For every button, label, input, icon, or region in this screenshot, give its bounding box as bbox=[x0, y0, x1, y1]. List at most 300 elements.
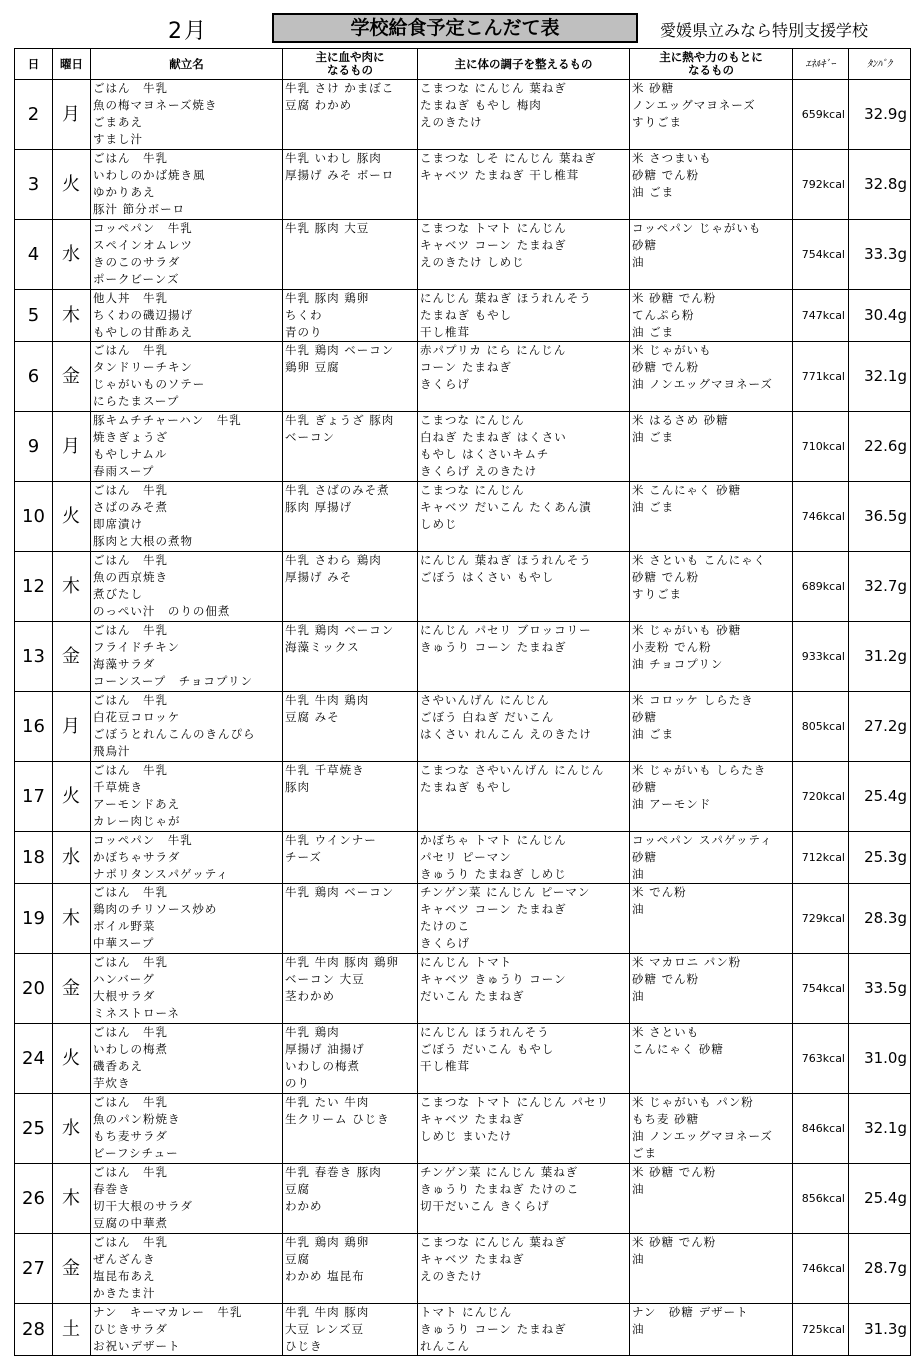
green-food-cell bbox=[418, 832, 630, 884]
cell-line: 豚キムチチャーハン 牛乳 bbox=[93, 413, 242, 427]
cell-line: ちくわの磯辺揚げ bbox=[93, 308, 193, 322]
cell-line: 油 bbox=[632, 1182, 645, 1196]
cell-line: じゃがいものソテー bbox=[93, 377, 206, 391]
menu-cell bbox=[91, 1234, 283, 1304]
green-food-cell bbox=[418, 1024, 630, 1094]
cell-line: 白ねぎ たまねぎ はくさい bbox=[420, 430, 567, 444]
day-cell: 19 bbox=[15, 884, 53, 954]
protein-cell: 25.4g bbox=[849, 762, 911, 832]
energy-cell: 805kcal bbox=[793, 692, 849, 762]
cell-line: 大豆 レンズ豆 bbox=[285, 1322, 365, 1336]
cell-line: 牛乳 鶏肉 ベーコン bbox=[285, 623, 395, 637]
cell-line: 米 はるさめ 砂糖 bbox=[632, 413, 729, 427]
cell-line: 油 ごま bbox=[632, 325, 675, 339]
cell-line: 白花豆コロッケ bbox=[93, 710, 181, 724]
day-cell: 20 bbox=[15, 954, 53, 1024]
menu-row bbox=[15, 220, 911, 290]
weekday-cell: 木 bbox=[53, 1164, 91, 1234]
cell-line: 牛乳 ぎょうざ 豚肉 bbox=[285, 413, 395, 427]
yellow-food-cell bbox=[630, 1164, 793, 1234]
cell-line: 切干大根のサラダ bbox=[93, 1199, 193, 1213]
menu-row bbox=[15, 80, 911, 150]
cell-line: こまつな にんじん 葉ねぎ bbox=[420, 1235, 567, 1249]
cell-line: ごぼうとれんこんのきんぴら bbox=[93, 727, 256, 741]
school-name: 愛媛県立みなら特別支援学校 bbox=[660, 21, 869, 40]
cell-line: お祝いデザート bbox=[93, 1339, 181, 1353]
weekday-cell: 木 bbox=[53, 884, 91, 954]
menu-row bbox=[15, 692, 911, 762]
energy-cell: 725kcal bbox=[793, 1304, 849, 1356]
cell-line: ごぼう はくさい もやし bbox=[420, 570, 555, 584]
cell-line: ごはん 牛乳 bbox=[93, 81, 168, 95]
col-menu: 献立名 bbox=[91, 49, 283, 80]
col-yellow-line2: なるもの bbox=[688, 63, 734, 77]
cell-line: チンゲン菜 にんじん 葉ねぎ bbox=[420, 1165, 579, 1179]
cell-line: しめじ bbox=[420, 517, 458, 531]
cell-line: いわしのかば焼き風 bbox=[93, 168, 206, 182]
red-food-cell bbox=[283, 954, 418, 1024]
cell-line: 牛乳 豚肉 大豆 bbox=[285, 221, 370, 235]
green-food-cell bbox=[418, 290, 630, 342]
cell-line: 油 ノンエッグマヨネーズ bbox=[632, 377, 773, 391]
cell-line: ハンバーグ bbox=[93, 972, 155, 986]
green-food-cell bbox=[418, 150, 630, 220]
cell-line: 魚の梅マヨネーズ焼き bbox=[93, 98, 218, 112]
cell-line: 米 じゃがいも しらたき bbox=[632, 763, 767, 777]
cell-line: 油 bbox=[632, 902, 645, 916]
cell-line: ちくわ bbox=[285, 308, 323, 322]
cell-line: ゆかりあえ bbox=[93, 185, 156, 199]
cell-line: コッペパン 牛乳 bbox=[93, 221, 193, 235]
cell-line: 油 bbox=[632, 255, 645, 269]
green-food-cell bbox=[418, 80, 630, 150]
cell-line: 米 砂糖 でん粉 bbox=[632, 291, 717, 305]
cell-line: こまつな トマト にんじん bbox=[420, 221, 567, 235]
cell-line: こまつな しそ にんじん 葉ねぎ bbox=[420, 151, 597, 165]
cell-line: ひじき bbox=[285, 1339, 323, 1353]
menu-row bbox=[15, 290, 911, 342]
cell-line: 海藻ミックス bbox=[285, 640, 360, 654]
cell-line: 豚肉と大根の煮物 bbox=[93, 534, 193, 548]
col-yellow-line1: 主に熱や力のもとに bbox=[659, 50, 763, 64]
cell-line: えのきたけ しめじ bbox=[420, 255, 525, 269]
cell-line: 切干だいこん きくらげ bbox=[420, 1199, 550, 1213]
cell-line: 砂糖 でん粉 bbox=[632, 972, 700, 986]
page-title: 学校給食予定こんだて表 bbox=[272, 13, 638, 43]
cell-line: こまつな さやいんげん にんじん bbox=[420, 763, 605, 777]
cell-line: 茎わかめ bbox=[285, 989, 335, 1003]
cell-line: 牛乳 豚肉 鶏卵 bbox=[285, 291, 370, 305]
protein-cell: 31.2g bbox=[849, 622, 911, 692]
yellow-food-cell bbox=[630, 622, 793, 692]
menu-cell bbox=[91, 1304, 283, 1356]
cell-line: こんにゃく 砂糖 bbox=[632, 1042, 724, 1056]
cell-line: ごはん 牛乳 bbox=[93, 885, 168, 899]
cell-line: 牛乳 ウインナー bbox=[285, 833, 377, 847]
green-food-cell bbox=[418, 762, 630, 832]
day-cell: 18 bbox=[15, 832, 53, 884]
cell-line: ごぼう だいこん もやし bbox=[420, 1042, 555, 1056]
protein-cell: 25.3g bbox=[849, 832, 911, 884]
cell-line: 牛乳 さわら 鶏肉 bbox=[285, 553, 382, 567]
cell-line: 米 マカロニ パン粉 bbox=[632, 955, 742, 969]
cell-line: ごはん 牛乳 bbox=[93, 151, 168, 165]
day-cell: 3 bbox=[15, 150, 53, 220]
cell-line: 牛乳 鶏肉 bbox=[285, 1025, 340, 1039]
cell-line: ごはん 牛乳 bbox=[93, 483, 168, 497]
cell-line: 厚揚げ みそ bbox=[285, 570, 353, 584]
cell-line: 干し椎茸 bbox=[420, 1059, 470, 1073]
day-cell: 27 bbox=[15, 1234, 53, 1304]
cell-line: 他人丼 牛乳 bbox=[93, 291, 168, 305]
cell-line: 煮びたし bbox=[93, 587, 143, 601]
yellow-food-cell bbox=[630, 342, 793, 412]
day-cell: 6 bbox=[15, 342, 53, 412]
energy-cell: 746kcal bbox=[793, 482, 849, 552]
cell-line: 海藻サラダ bbox=[93, 657, 156, 671]
red-food-cell bbox=[283, 290, 418, 342]
cell-line: 春雨スープ bbox=[93, 464, 155, 478]
cell-line: コッペパン スパゲッティ bbox=[632, 833, 773, 847]
cell-line: タンドリーチキン bbox=[93, 360, 193, 374]
cell-line: ごはん 牛乳 bbox=[93, 1095, 168, 1109]
yellow-food-cell bbox=[630, 1094, 793, 1164]
cell-line: 魚のパン粉焼き bbox=[93, 1112, 181, 1126]
cell-line: 豚肉 bbox=[285, 780, 310, 794]
red-food-cell bbox=[283, 342, 418, 412]
menu-row bbox=[15, 1024, 911, 1094]
cell-line: 米 じゃがいも パン粉 bbox=[632, 1095, 754, 1109]
cell-line: キャベツ だいこん たくあん漬 bbox=[420, 500, 592, 514]
yellow-food-cell bbox=[630, 832, 793, 884]
cell-line: にんじん ほうれんそう bbox=[420, 1025, 550, 1039]
energy-cell: 747kcal bbox=[793, 290, 849, 342]
cell-line: ベーコン 大豆 bbox=[285, 972, 365, 986]
table-body bbox=[15, 80, 911, 1356]
energy-cell: 754kcal bbox=[793, 220, 849, 290]
cell-line: コッペパン じゃがいも bbox=[632, 221, 762, 235]
cell-line: ごはん 牛乳 bbox=[93, 1235, 168, 1249]
day-cell: 13 bbox=[15, 622, 53, 692]
cell-line: 油 ごま bbox=[632, 185, 675, 199]
cell-line: 油 bbox=[632, 989, 645, 1003]
red-food-cell bbox=[283, 832, 418, 884]
green-food-cell bbox=[418, 342, 630, 412]
cell-line: 牛乳 鶏肉 ベーコン bbox=[285, 885, 395, 899]
green-food-cell bbox=[418, 1304, 630, 1356]
red-food-cell bbox=[283, 1024, 418, 1094]
cell-line: 豆腐 bbox=[285, 1252, 310, 1266]
cell-line: ナポリタンスパゲッティ bbox=[93, 867, 229, 881]
green-food-cell bbox=[418, 220, 630, 290]
energy-cell: 712kcal bbox=[793, 832, 849, 884]
weekday-cell: 土 bbox=[53, 1304, 91, 1356]
cell-line: 豆腐 わかめ bbox=[285, 98, 353, 112]
green-food-cell bbox=[418, 954, 630, 1024]
menu-table bbox=[14, 48, 911, 1356]
cell-line: いわしの梅煮 bbox=[93, 1042, 168, 1056]
red-food-cell bbox=[283, 1234, 418, 1304]
day-cell: 2 bbox=[15, 80, 53, 150]
yellow-food-cell bbox=[630, 1234, 793, 1304]
cell-line: ひじきサラダ bbox=[93, 1322, 168, 1336]
cell-line: ミネストローネ bbox=[93, 1006, 180, 1020]
cell-line: にんじん 葉ねぎ ほうれんそう bbox=[420, 291, 592, 305]
cell-line: 生クリーム ひじき bbox=[285, 1112, 390, 1126]
menu-cell bbox=[91, 954, 283, 1024]
cell-line: 即席漬け bbox=[93, 517, 143, 531]
cell-line: キャベツ たまねぎ bbox=[420, 1252, 525, 1266]
cell-line: 油 チョコプリン bbox=[632, 657, 724, 671]
cell-line: ごぼう 白ねぎ だいこん bbox=[420, 710, 555, 724]
cell-line: てんぷら粉 bbox=[632, 308, 695, 322]
cell-line: チンゲン菜 にんじん ピーマン bbox=[420, 885, 591, 899]
day-cell: 16 bbox=[15, 692, 53, 762]
cell-line: 干し椎茸 bbox=[420, 325, 470, 339]
col-red-line1: 主に血や肉に bbox=[315, 50, 385, 64]
weekday-cell: 水 bbox=[53, 1094, 91, 1164]
energy-cell: 856kcal bbox=[793, 1164, 849, 1234]
red-food-cell bbox=[283, 622, 418, 692]
menu-cell bbox=[91, 1094, 283, 1164]
cell-line: 牛乳 さけ かまぼこ bbox=[285, 81, 395, 95]
menu-cell bbox=[91, 832, 283, 884]
menu-row bbox=[15, 552, 911, 622]
weekday-cell: 木 bbox=[53, 552, 91, 622]
cell-line: 牛乳 鶏肉 ベーコン bbox=[285, 343, 395, 357]
cell-line: きのこのサラダ bbox=[93, 255, 181, 269]
cell-line: 米 砂糖 でん粉 bbox=[632, 1235, 717, 1249]
cell-line: 牛乳 牛肉 豚肉 bbox=[285, 1305, 370, 1319]
cell-line: ごはん 牛乳 bbox=[93, 693, 168, 707]
red-food-cell bbox=[283, 150, 418, 220]
menu-row bbox=[15, 954, 911, 1024]
cell-line: ごはん 牛乳 bbox=[93, 623, 168, 637]
protein-cell: 31.0g bbox=[849, 1024, 911, 1094]
cell-line: 牛乳 いわし 豚肉 bbox=[285, 151, 382, 165]
cell-line: 青のり bbox=[285, 325, 323, 339]
cell-line: 砂糖 bbox=[632, 238, 657, 252]
cell-line: ボイル野菜 bbox=[93, 919, 156, 933]
weekday-cell: 火 bbox=[53, 1024, 91, 1094]
day-cell: 24 bbox=[15, 1024, 53, 1094]
cell-line: かぼちゃサラダ bbox=[93, 850, 181, 864]
weekday-cell: 金 bbox=[53, 1234, 91, 1304]
table-header-row bbox=[15, 49, 911, 80]
cell-line: ポークビーンズ bbox=[93, 272, 180, 286]
menu-row bbox=[15, 622, 911, 692]
protein-cell: 32.9g bbox=[849, 80, 911, 150]
cell-line: 油 bbox=[632, 1322, 645, 1336]
red-food-cell bbox=[283, 1164, 418, 1234]
cell-line: 砂糖 でん粉 bbox=[632, 360, 700, 374]
menu-row bbox=[15, 482, 911, 552]
menu-cell bbox=[91, 692, 283, 762]
menu-cell bbox=[91, 220, 283, 290]
col-red bbox=[283, 49, 418, 80]
cell-line: もやしの甘酢あえ bbox=[93, 325, 193, 339]
cell-line: ビーフシチュー bbox=[93, 1146, 179, 1160]
green-food-cell bbox=[418, 412, 630, 482]
cell-line: のり bbox=[285, 1076, 310, 1090]
cell-line: きゅうり コーン たまねぎ bbox=[420, 640, 567, 654]
cell-line: キャベツ きゅうり コーン bbox=[420, 972, 567, 986]
col-yellow bbox=[630, 49, 793, 80]
cell-line: キャベツ たまねぎ 干し椎茸 bbox=[420, 168, 580, 182]
cell-line: 牛乳 牛肉 豚肉 鶏卵 bbox=[285, 955, 399, 969]
cell-line: たけのこ bbox=[420, 919, 470, 933]
red-food-cell bbox=[283, 80, 418, 150]
col-protein: ﾀﾝﾊﾟｸ bbox=[849, 49, 911, 80]
cell-line: ごはん 牛乳 bbox=[93, 553, 168, 567]
cell-line: 芋炊き bbox=[93, 1076, 131, 1090]
cell-line: フライドチキン bbox=[93, 640, 181, 654]
cell-line: きくらげ えのきたけ bbox=[420, 464, 538, 478]
cell-line: ごまあえ bbox=[93, 115, 143, 129]
cell-line: 飛鳥汁 bbox=[93, 744, 131, 758]
cell-line: かきたま汁 bbox=[93, 1286, 156, 1300]
green-food-cell bbox=[418, 1094, 630, 1164]
cell-line: こまつな トマト にんじん パセリ bbox=[420, 1095, 609, 1109]
yellow-food-cell bbox=[630, 150, 793, 220]
weekday-cell: 水 bbox=[53, 832, 91, 884]
yellow-food-cell bbox=[630, 954, 793, 1024]
red-food-cell bbox=[283, 482, 418, 552]
cell-line: きゅうり たまねぎ たけのこ bbox=[420, 1182, 580, 1196]
cell-line: 鶏肉のチリソース炒め bbox=[93, 902, 218, 916]
cell-line: しめじ まいたけ bbox=[420, 1129, 513, 1143]
cell-line: 米 じゃがいも bbox=[632, 343, 712, 357]
cell-line: だいこん たまねぎ bbox=[420, 989, 525, 1003]
cell-line: にんじん 葉ねぎ ほうれんそう bbox=[420, 553, 592, 567]
energy-cell: 710kcal bbox=[793, 412, 849, 482]
menu-row bbox=[15, 412, 911, 482]
red-food-cell bbox=[283, 552, 418, 622]
cell-line: 焼きぎょうざ bbox=[93, 430, 168, 444]
energy-cell: 689kcal bbox=[793, 552, 849, 622]
cell-line: 米 さといも こんにゃく bbox=[632, 553, 767, 567]
cell-line: すまし汁 bbox=[93, 132, 143, 146]
energy-cell: 846kcal bbox=[793, 1094, 849, 1164]
weekday-cell: 金 bbox=[53, 622, 91, 692]
cell-line: 小麦粉 でん粉 bbox=[632, 640, 712, 654]
cell-line: すりごま bbox=[632, 115, 682, 129]
cell-line: 千草焼き bbox=[93, 780, 143, 794]
cell-line: 米 砂糖 bbox=[632, 81, 675, 95]
cell-line: 赤パプリカ にら にんじん bbox=[420, 343, 567, 357]
weekday-cell: 月 bbox=[53, 80, 91, 150]
cell-line: 牛乳 千草焼き bbox=[285, 763, 365, 777]
cell-line: 磯香あえ bbox=[93, 1059, 143, 1073]
cell-line: ごはん 牛乳 bbox=[93, 1165, 168, 1179]
cell-line: 米 こんにゃく 砂糖 bbox=[632, 483, 742, 497]
cell-line: もち麦サラダ bbox=[93, 1129, 168, 1143]
menu-row bbox=[15, 1094, 911, 1164]
menu-row bbox=[15, 1304, 911, 1356]
cell-line: れんこん bbox=[420, 1339, 470, 1353]
yellow-food-cell bbox=[630, 552, 793, 622]
cell-line: キャベツ たまねぎ bbox=[420, 1112, 525, 1126]
cell-line: 牛乳 たい 牛肉 bbox=[285, 1095, 370, 1109]
col-weekday: 曜日 bbox=[53, 49, 91, 80]
yellow-food-cell bbox=[630, 692, 793, 762]
cell-line: 油 ごま bbox=[632, 727, 675, 741]
cell-line: 魚の西京焼き bbox=[93, 570, 168, 584]
protein-cell: 22.6g bbox=[849, 412, 911, 482]
cell-line: カレー肉じゃが bbox=[93, 814, 181, 828]
cell-line: 油 bbox=[632, 867, 645, 881]
cell-line: コーンスープ チョコプリン bbox=[93, 674, 253, 688]
energy-cell: 792kcal bbox=[793, 150, 849, 220]
cell-line: たまねぎ もやし bbox=[420, 308, 513, 322]
energy-cell: 729kcal bbox=[793, 884, 849, 954]
cell-line: ナン キーマカレー 牛乳 bbox=[93, 1305, 243, 1319]
weekday-cell: 月 bbox=[53, 412, 91, 482]
cell-line: きくらげ bbox=[420, 377, 470, 391]
red-food-cell bbox=[283, 884, 418, 954]
energy-cell: 763kcal bbox=[793, 1024, 849, 1094]
protein-cell: 32.7g bbox=[849, 552, 911, 622]
yellow-food-cell bbox=[630, 412, 793, 482]
cell-line: 厚揚げ みそ ボーロ bbox=[285, 168, 395, 182]
red-food-cell bbox=[283, 220, 418, 290]
cell-line: たまねぎ もやし 梅肉 bbox=[420, 98, 542, 112]
green-food-cell bbox=[418, 622, 630, 692]
cell-line: ごはん 牛乳 bbox=[93, 955, 168, 969]
cell-line: こまつな にんじん 葉ねぎ bbox=[420, 81, 567, 95]
cell-line: 米 でん粉 bbox=[632, 885, 687, 899]
cell-line: トマト にんじん bbox=[420, 1305, 513, 1319]
menu-cell bbox=[91, 622, 283, 692]
menu-cell bbox=[91, 552, 283, 622]
green-food-cell bbox=[418, 1234, 630, 1304]
cell-line: コーン たまねぎ bbox=[420, 360, 512, 374]
cell-line: わかめ bbox=[285, 1199, 323, 1213]
cell-line: パセリ ピーマン bbox=[420, 850, 512, 864]
cell-line: にんじん トマト bbox=[420, 955, 513, 969]
cell-line: 米 砂糖 でん粉 bbox=[632, 1165, 717, 1179]
cell-line: えのきたけ bbox=[420, 1269, 483, 1283]
red-food-cell bbox=[283, 762, 418, 832]
cell-line: かぼちゃ トマト にんじん bbox=[420, 833, 567, 847]
weekday-cell: 金 bbox=[53, 954, 91, 1024]
cell-line: もやしナムル bbox=[93, 447, 168, 461]
yellow-food-cell bbox=[630, 220, 793, 290]
yellow-food-cell bbox=[630, 762, 793, 832]
cell-line: 米 じゃがいも 砂糖 bbox=[632, 623, 742, 637]
col-energy: ｴﾈﾙｷﾞｰ bbox=[793, 49, 849, 80]
menu-row bbox=[15, 1234, 911, 1304]
cell-line: コッペパン 牛乳 bbox=[93, 833, 193, 847]
cell-line: わかめ 塩昆布 bbox=[285, 1269, 365, 1283]
menu-cell bbox=[91, 290, 283, 342]
cell-line: 砂糖 bbox=[632, 780, 657, 794]
day-cell: 12 bbox=[15, 552, 53, 622]
green-food-cell bbox=[418, 884, 630, 954]
cell-line: はくさい れんこん えのきたけ bbox=[420, 727, 592, 741]
weekday-cell: 木 bbox=[53, 290, 91, 342]
menu-cell bbox=[91, 1024, 283, 1094]
green-food-cell bbox=[418, 482, 630, 552]
day-cell: 25 bbox=[15, 1094, 53, 1164]
yellow-food-cell bbox=[630, 884, 793, 954]
col-red-line2: なるもの bbox=[327, 63, 373, 77]
cell-line: 砂糖 でん粉 bbox=[632, 570, 700, 584]
weekday-cell: 火 bbox=[53, 482, 91, 552]
red-food-cell bbox=[283, 692, 418, 762]
cell-line: 春巻き bbox=[93, 1182, 131, 1196]
cell-line: 豆腐 bbox=[285, 1182, 310, 1196]
